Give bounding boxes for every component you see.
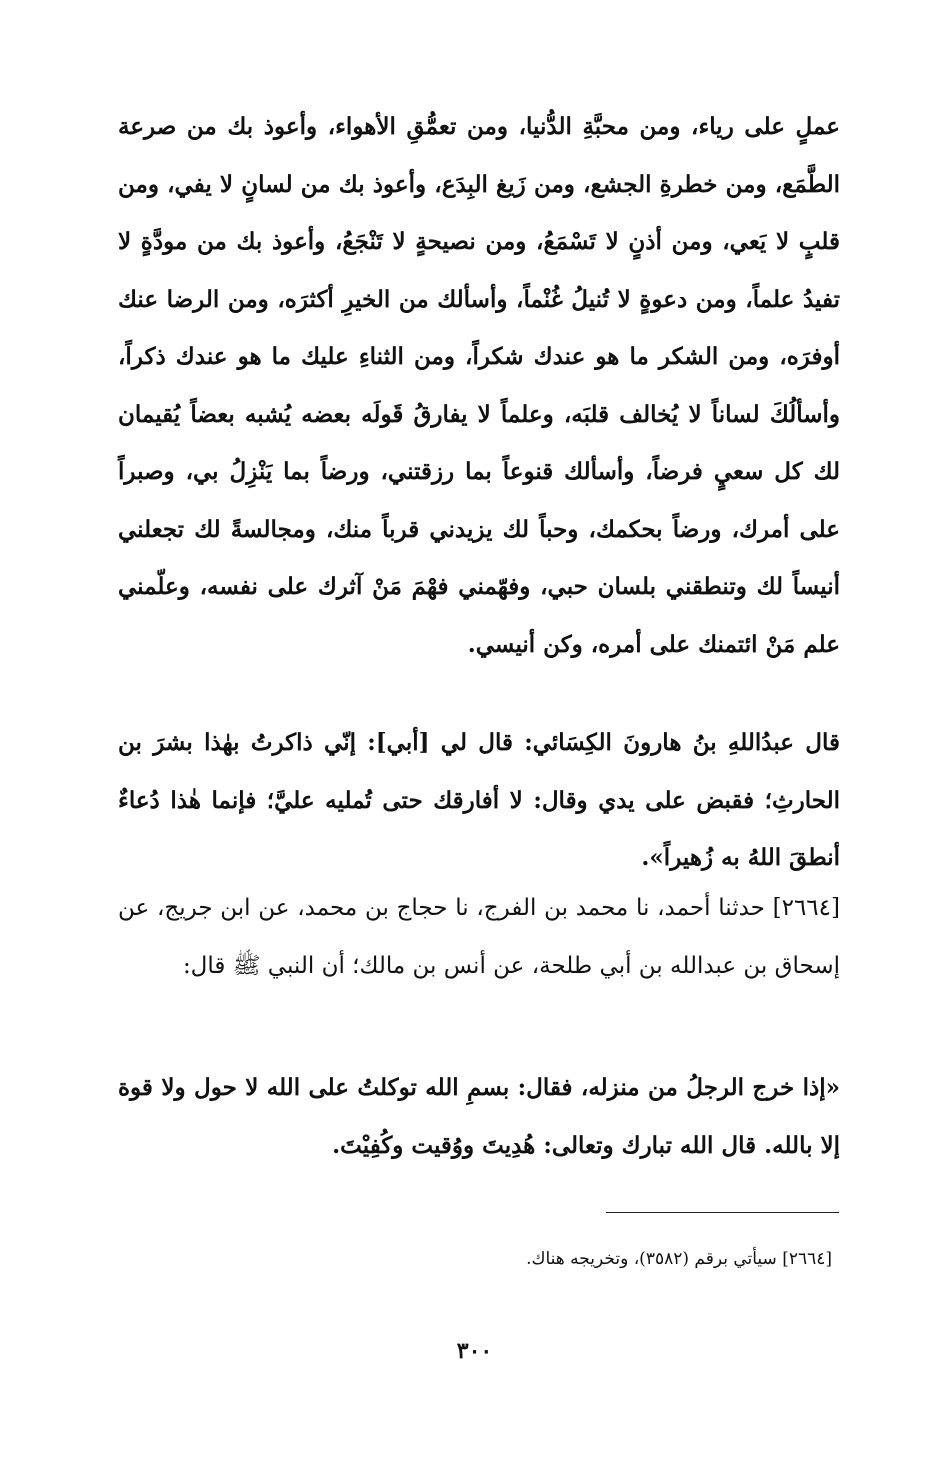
page-number: ٣٠٠ bbox=[456, 1338, 493, 1364]
footnote-divider bbox=[606, 1212, 839, 1213]
paragraph-hadith: «إذا خرج الرجلُ من منزله، فقال: بسمِ الله توكلتُ على الله لا حول ولا قوة إلا بالله. قال الله تبارك وتعالى: هُدِيتَ ووُقيت وكُفِيْتَ. bbox=[118, 1074, 840, 1159]
paragraph-isnad: [٢٦٦٤] حدثنا أحمد، نا محمد بن الفرج، نا حجاج بن محمد، عن ابن جريج، عن إسحاق بن عبدالله بن أبي طلحة، عن أنس بن مالك؛ أن النبي ﷺ قال: bbox=[118, 895, 840, 979]
paragraph-narration: قال عبدُاللهِ بنُ هارونَ الكِسَائي: قال لي [أبي]: إنّي ذاكرتُ بهٰذا بشرَ بن الحارثِ؛ فقبض على يدي وقال: لا أفارقك حتى تُمليه عليَّ؛ فإنما هٰذا دُعاءٌ أنطقَ اللهُ به زُهيراً». bbox=[118, 729, 840, 871]
paragraph-supplication: عملٍ على رياء، ومن محبَّةِ الدُّنيا، ومن تعمُّقِ الأهواء، وأعوذ بك من صرعة الطَّمَع، ومن خطرةِ الجشع، ومن زَيغ البِدَع، وأعوذ بك من لسانٍ لا يفي، ومن قلبٍ لا يَعي، ومن أذنٍ لا تَسْمَعُ، ومن نصيحةٍ لا تَنْجَعُ، وأعوذ بك من مودَّةٍ لا تفيدُ علماً، ومن دعوةٍ لا تُنيلُ غُنْماً، وأسألك من الخيرِ أكثرَه، ومن الرضا عنك أوفرَه، ومن الشكر ما هو عندك شكراً، ومن الثناءِ عليك ما هو عندك ذكراً، وأسألُكَ لساناً لا يُخالف قلبَه، وعلماً لا يفارقُ قَولَه بعضه يُشبه بعضاً يُقيمان لك كل سعيٍ فرضاً، وأسألك قنوعاً بما رزقتني، ورضاً بما يَنْزِلُ بي، وصبراً على أمرك، ورضاً بحكمك، وحباً لك يزيدني قرباً منك، ومجالسةً لك تجعلني أنيساً لك وتنطقني بلسان حبي، وفهّمني فهْمَ مَنْ آثرك على نفسه، وعلّمني علم مَنْ ائتمنك على أمره، وكن أنيسي. bbox=[118, 113, 840, 658]
footnote: [٢٦٦٤] سيأتي برقم (٣٥٨٢)، وتخريجه هناك. bbox=[526, 1249, 832, 1269]
